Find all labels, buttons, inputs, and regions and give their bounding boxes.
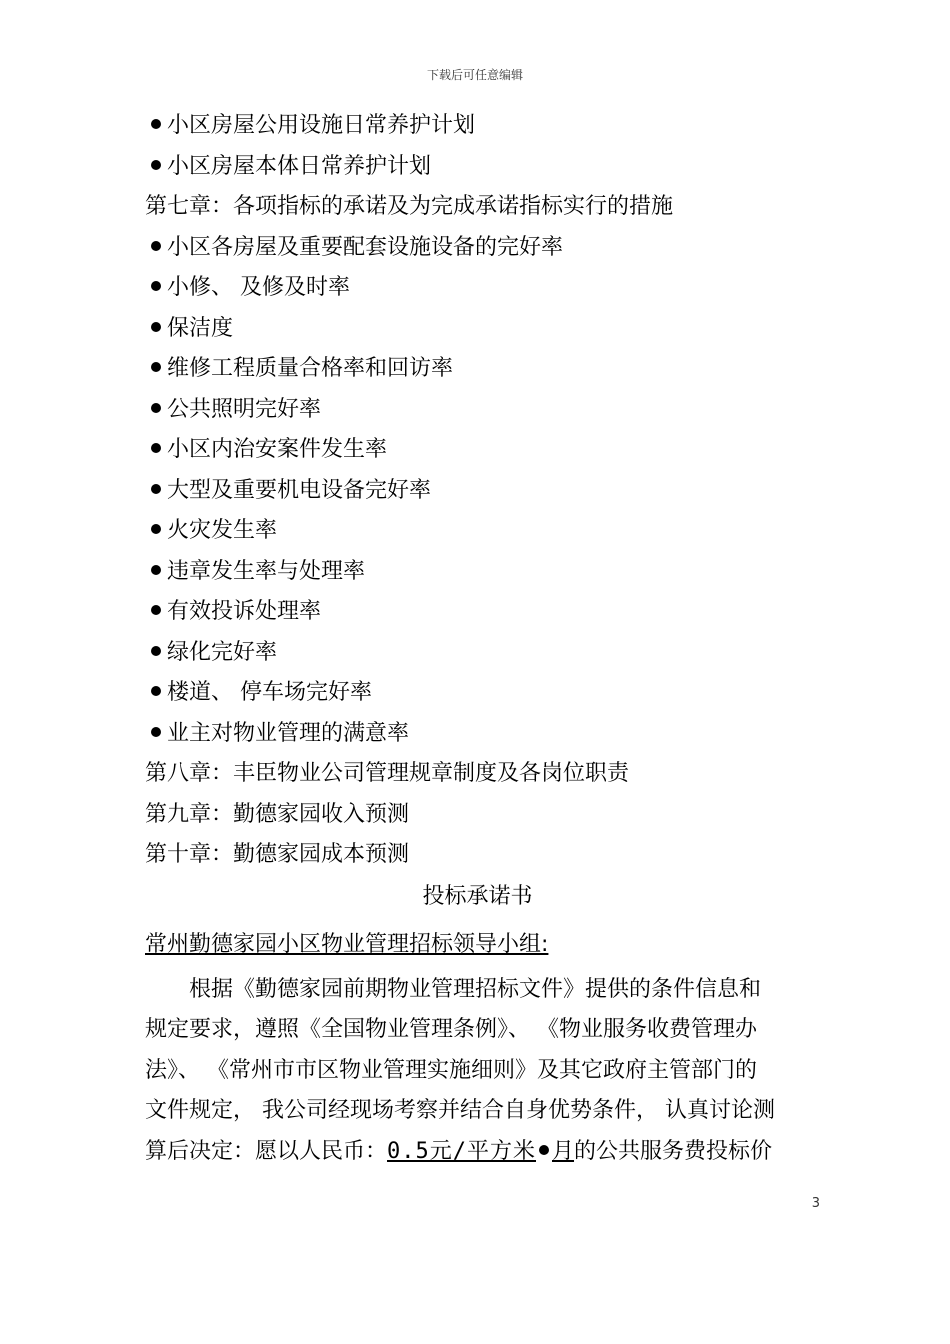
price-unit: 月 (552, 1138, 575, 1164)
bullet-text: 小区内治安案件发生率 (167, 437, 388, 462)
chapter-heading (145, 754, 810, 795)
commitment-paragraph (145, 970, 810, 1173)
chapter-heading (145, 187, 810, 228)
bullet-dot-icon (151, 565, 161, 575)
last-line-suffix: 的公共服务费投标价 (574, 1138, 773, 1164)
paragraph-line: 根据《勤德家园前期物业管理招标文件》提供的条件信息和 (189, 976, 762, 1002)
bullet-dot-icon (151, 322, 161, 332)
addressee-line: 常州勤德家园小区物业管理招标领导小组: (145, 931, 549, 957)
chapter-text: 第九章：勤德家园收入预测 (145, 801, 410, 827)
bullet-item (145, 268, 810, 309)
bullet-dot-icon (151, 362, 161, 372)
bullet-text: 保洁度 (167, 315, 234, 341)
chapter-text: 第八章：丰臣物业公司管理规章制度及各岗位职责 (145, 761, 630, 786)
bullet-dot-icon (151, 686, 161, 696)
bullet-dot-icon (151, 484, 161, 494)
last-line-prefix: 算后决定：愿以人民币： (145, 1138, 388, 1164)
bullet-dot-icon (151, 605, 161, 615)
bullet-item (145, 106, 810, 147)
price-rate: 0.5元/平方米 (387, 1138, 536, 1164)
chapter-text: 第七章：各项指标的承诺及为完成承诺指标实行的措施 (145, 194, 674, 219)
bullet-dot-icon (151, 241, 161, 251)
bullet-text: 小修、 及修及时率 (167, 275, 350, 300)
bullet-text: 有效投诉处理率 (167, 599, 322, 624)
bullet-text: 楼道、 停车场完好率 (167, 680, 372, 705)
paragraph-line-last (145, 1132, 810, 1173)
section-title: 投标承诺书 (422, 883, 533, 909)
bullet-item (145, 471, 810, 512)
bullet-dot-icon (151, 119, 161, 129)
bullet-text: 小区房屋本体日常养护计划 (167, 153, 432, 179)
bullet-text: 业主对物业管理的满意率 (167, 720, 410, 746)
outline-list (145, 106, 810, 876)
bullet-dot-icon (151, 160, 161, 170)
chapter-heading (145, 835, 810, 876)
bullet-text: 维修工程质量合格率和回访率 (167, 356, 454, 381)
bullet-item (145, 552, 810, 593)
bullet-text: 小区房屋公用设施日常养护计划 (167, 113, 476, 138)
bullet-text: 绿化完好率 (167, 639, 278, 665)
bullet-dot-icon (151, 727, 161, 737)
bullet-dot-icon (539, 1145, 549, 1155)
bullet-item (145, 592, 810, 633)
bullet-item (145, 430, 810, 471)
price-value (387, 1139, 574, 1164)
bullet-item (145, 147, 810, 188)
chapter-text: 第十章：勤德家园成本预测 (145, 842, 410, 867)
bullet-dot-icon (151, 403, 161, 413)
bullet-item (145, 673, 810, 714)
bullet-text: 小区各房屋及重要配套设施设备的完好率 (167, 234, 564, 260)
bullet-dot-icon (151, 281, 161, 291)
page-header: 下载后可任意编辑 (426, 68, 523, 82)
bullet-item (145, 349, 810, 390)
bullet-text: 火灾发生率 (167, 518, 278, 543)
paragraph-line: 规定要求，遵照《全国物业管理条例》、 《物业服务收费管理办 (145, 1017, 757, 1042)
bullet-text: 违章发生率与处理率 (167, 558, 366, 584)
page-number: 3 (811, 1196, 820, 1211)
paragraph-line: 文件规定， 我公司经现场考察并结合自身优势条件， 认真讨论测 (145, 1098, 775, 1123)
bullet-item (145, 309, 810, 350)
chapter-heading (145, 795, 810, 836)
bullet-item (145, 228, 810, 269)
bullet-dot-icon (151, 646, 161, 656)
bullet-dot-icon (151, 443, 161, 453)
bullet-text: 公共照明完好率 (167, 396, 322, 422)
bullet-item (145, 511, 810, 552)
bullet-dot-icon (151, 524, 161, 534)
bullet-item (145, 633, 810, 674)
paragraph-line: 法》、 《常州市市区物业管理实施细则》及其它政府主管部门的 (145, 1057, 757, 1083)
bullet-text: 大型及重要机电设备完好率 (167, 477, 432, 503)
bullet-item (145, 390, 810, 431)
bullet-item (145, 714, 810, 755)
document-body (145, 106, 810, 1172)
